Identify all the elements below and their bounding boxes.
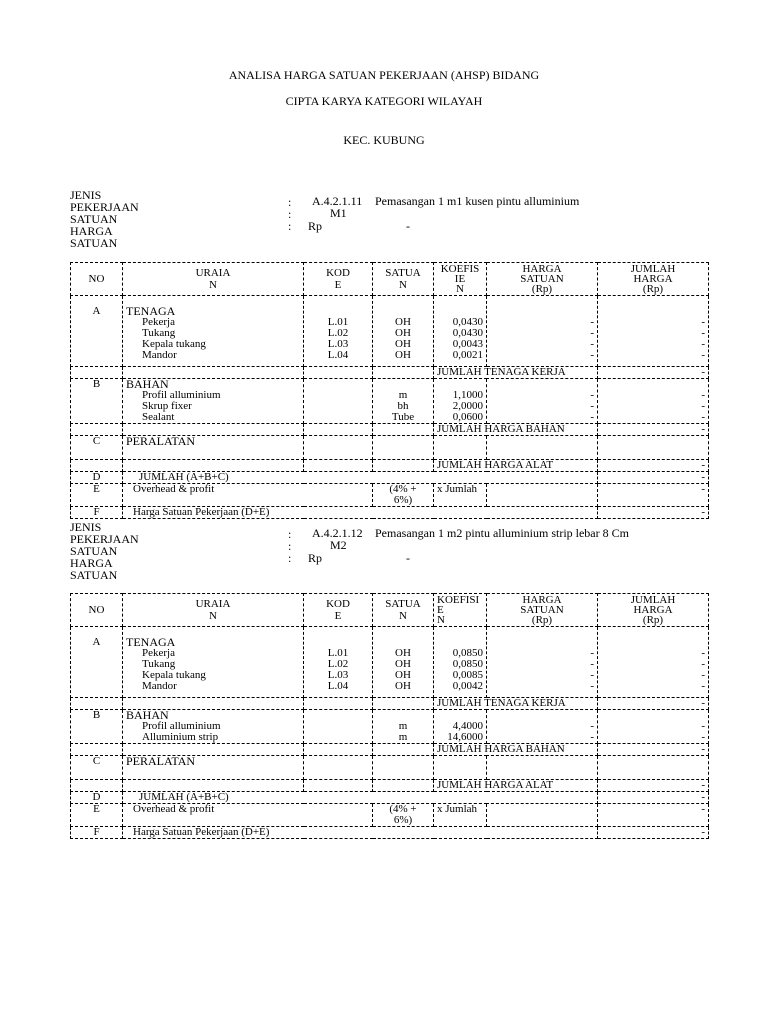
- subtotal-bahan-label: JUMLAH HARGA BAHAN: [434, 424, 598, 436]
- row-d-no: D: [71, 792, 123, 804]
- subtotal-tenaga-value: -: [598, 698, 709, 710]
- row-e: [71, 804, 709, 827]
- labor-names: TENAGA Pekerja Tukang Kepala tukang Mandor: [123, 627, 304, 698]
- colon-1: :: [288, 195, 292, 209]
- job2-unit: M2: [330, 538, 347, 552]
- label-jenis: JENIS: [70, 188, 102, 202]
- header-no: NO: [71, 263, 123, 296]
- job1-desc: Pemasangan 1 m1 kusen pintu alluminium: [375, 194, 580, 208]
- row-e-xjumlah: x Jumlah: [434, 484, 487, 507]
- colon-3: :: [288, 219, 292, 233]
- colon-5: :: [288, 539, 292, 553]
- subtotal-tenaga-label: JUMLAH TENAGA KERJA: [434, 367, 598, 379]
- labor-totals: - - - -: [598, 627, 709, 698]
- row-d: [71, 792, 709, 804]
- job1-table: [70, 262, 709, 519]
- labor-units: OH OH OH OH: [373, 296, 434, 367]
- material-names: BAHAN Profil alluminium Skrup fixer Sealant: [123, 379, 304, 424]
- job2-info: [70, 521, 710, 581]
- job2-table: [70, 593, 709, 839]
- colon-2: :: [288, 207, 292, 221]
- section-c-peralatan: [71, 436, 709, 460]
- doc-title-1: ANALISA HARGA SATUAN PEKERJAAN (AHSP) BIDANG: [228, 68, 540, 82]
- header-satuan: SATUA N: [373, 263, 434, 296]
- material-prices: - -: [487, 710, 598, 744]
- row-f-value: -: [598, 507, 709, 519]
- section-c-no: C: [71, 436, 123, 460]
- row-e-value: -: [598, 484, 709, 507]
- labor-coefs: 0,0430 0,0430 0,0043 0,0021: [434, 296, 487, 367]
- header-satuan: SATUA N: [373, 594, 434, 627]
- row-e-xjumlah: x Jumlah: [434, 804, 487, 827]
- row-d-label: JUMLAH (A+B+C): [123, 792, 598, 804]
- material-units: m bh Tube: [373, 379, 434, 424]
- row-f-no: F: [71, 827, 123, 839]
- labor-names: TENAGA Pekerja Tukang Kepala tukang Mandor: [123, 296, 304, 367]
- labor-codes: L.01 L.02 L.03 L.04: [304, 627, 373, 698]
- material-coefs: 1,1000 2,0000 0,0600: [434, 379, 487, 424]
- row-e-percent: (4% + 6%): [373, 484, 434, 507]
- row-f: [71, 507, 709, 519]
- labor-prices: - - - -: [487, 296, 598, 367]
- subtotal-alat-label: JUMLAH HARGA ALAT: [434, 780, 598, 792]
- row-e: [71, 484, 709, 507]
- subtotal-alat-value: -: [598, 780, 709, 792]
- row-f-value: -: [598, 827, 709, 839]
- labor-prices: - - - -: [487, 627, 598, 698]
- job1-label-block: [70, 189, 180, 249]
- subtotal-bahan: [71, 744, 709, 756]
- job2-desc: Pemasangan 1 m2 pintu alluminium strip lebar 8 Cm: [375, 526, 629, 540]
- job1-info: [70, 189, 710, 249]
- job2-code: A.4.2.1.12: [312, 526, 363, 540]
- header-jumlah-harga: JUMLAH HARGA (Rp): [598, 263, 709, 296]
- header-harga-satuan: HARGA SATUAN (Rp): [487, 594, 598, 627]
- subtotal-tenaga: [71, 698, 709, 710]
- header-kode: KOD E: [304, 263, 373, 296]
- header-jumlah-harga: JUMLAH HARGA (Rp): [598, 594, 709, 627]
- row-e-no: E: [71, 484, 123, 507]
- section-b-bahan: [71, 710, 709, 744]
- doc-title-3: KEC. KUBUNG: [343, 133, 425, 147]
- section-a-tenaga: [71, 627, 709, 698]
- row-e-label: Overhead & profit: [123, 804, 373, 827]
- header-uraian: URAIA N: [123, 263, 304, 296]
- section-b-no: B: [71, 710, 123, 744]
- colon-6: :: [288, 551, 292, 565]
- material-prices: - - -: [487, 379, 598, 424]
- row-f-no: F: [71, 507, 123, 519]
- row-e-label: Overhead & profit: [123, 484, 373, 507]
- colon-4: :: [288, 527, 292, 541]
- row-e-no: E: [71, 804, 123, 827]
- row-e-value: -: [598, 804, 709, 827]
- table-header: [71, 263, 709, 296]
- label-satuan-2: SATUAN: [70, 236, 118, 250]
- job1-price: -: [406, 219, 410, 233]
- labor-totals: - - - -: [598, 296, 709, 367]
- labor-coefs: 0,0850 0,0850 0,0085 0,0042: [434, 627, 487, 698]
- job1-rp: Rp: [308, 219, 323, 233]
- row-f-label: Harga Satuan Pekerjaan (D+E): [123, 507, 598, 519]
- subtotal-alat: [71, 460, 709, 472]
- section-b-bahan: [71, 379, 709, 424]
- section-a-no: A: [71, 296, 123, 367]
- material-units: m m: [373, 710, 434, 744]
- header-uraian: URAIA N: [123, 594, 304, 627]
- row-d: [71, 472, 709, 484]
- subtotal-bahan: [71, 424, 709, 436]
- subtotal-tenaga: [71, 367, 709, 379]
- subtotal-bahan-value: -: [598, 744, 709, 756]
- labor-units: OH OH OH OH: [373, 627, 434, 698]
- subtotal-tenaga-label: JUMLAH TENAGA KERJA: [434, 698, 598, 710]
- subtotal-tenaga-value: -: [598, 367, 709, 379]
- subtotal-alat-label: JUMLAH HARGA ALAT: [434, 460, 598, 472]
- material-names: BAHAN Profil alluminium Alluminium strip: [123, 710, 304, 744]
- section-c-peralatan: [71, 756, 709, 780]
- row-d-value: -: [598, 472, 709, 484]
- section-c-label: PERALATAN: [123, 436, 304, 460]
- job2-price: -: [406, 551, 410, 565]
- header-kode: KOD E: [304, 594, 373, 627]
- header-no: NO: [71, 594, 123, 627]
- row-d-value: -: [598, 792, 709, 804]
- labor-codes: L.01 L.02 L.03 L.04: [304, 296, 373, 367]
- subtotal-bahan-value: -: [598, 424, 709, 436]
- table-header: [71, 594, 709, 627]
- header-koefisien: KOEFISI E N: [434, 594, 487, 627]
- label-harga: HARGA: [70, 224, 113, 238]
- section-a-no: A: [71, 627, 123, 698]
- section-a-tenaga: [71, 296, 709, 367]
- header-koefisien: KOEFIS IE N: [434, 263, 487, 296]
- header-harga-satuan: HARGA SATUAN (Rp): [487, 263, 598, 296]
- job2-label-block: JENIS PEKERJAAN SATUAN HARGA SATUAN: [70, 520, 139, 582]
- material-totals: - -: [598, 710, 709, 744]
- subtotal-bahan-label: JUMLAH HARGA BAHAN: [434, 744, 598, 756]
- section-b-no: B: [71, 379, 123, 424]
- label-pekerjaan: PEKERJAAN: [70, 200, 139, 214]
- subtotal-alat: [71, 780, 709, 792]
- material-coefs: 4,4000 14,6000: [434, 710, 487, 744]
- row-f-label: Harga Satuan Pekerjaan (D+E): [123, 827, 598, 839]
- row-e-percent: (4% + 6%): [373, 804, 434, 827]
- section-c-no: C: [71, 756, 123, 780]
- material-totals: - - -: [598, 379, 709, 424]
- row-d-no: D: [71, 472, 123, 484]
- doc-title-2: CIPTA KARYA KATEGORI WILAYAH: [285, 94, 483, 108]
- row-f: [71, 827, 709, 839]
- subtotal-alat-value: -: [598, 460, 709, 472]
- job1-unit: M1: [330, 206, 347, 220]
- label-satuan: SATUAN: [70, 212, 118, 226]
- job1-code: A.4.2.1.11: [312, 194, 363, 208]
- job2-rp: Rp: [308, 551, 323, 565]
- section-c-label: PERALATAN: [123, 756, 304, 780]
- row-d-label: JUMLAH (A+B+C): [123, 472, 598, 484]
